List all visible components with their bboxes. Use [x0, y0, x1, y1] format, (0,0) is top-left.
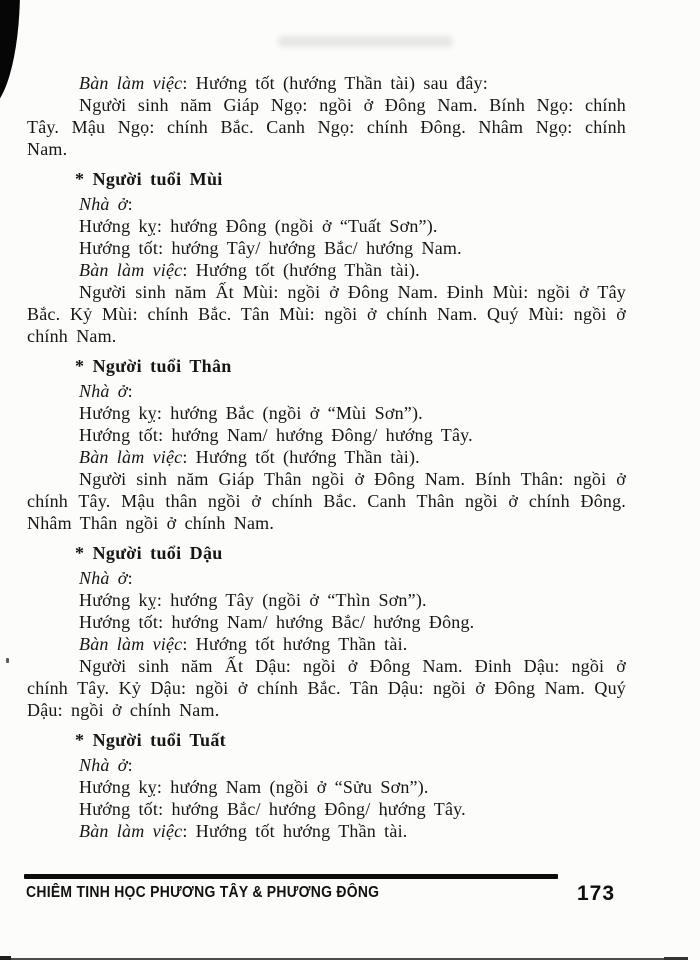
birth-years-paragraph: Người sinh năm Ất Dậu: ngồi ở Đông Nam. Đinh Dậu: ngồi ở chính Tây. Kỷ Dậu: ngồi ở chính Bắc. Tân Dậu: ngồi ở Đông Nam. Quý Dậu: ngồi ở chính Nam.	[27, 656, 626, 720]
section-heading-than: * Người tuổi Thân	[75, 356, 232, 376]
avoid-direction-line: Hướng kỵ: hướng Nam (ngồi ở “Sửu Sơn”).	[79, 777, 429, 797]
desk-direction-line	[27, 259, 626, 281]
house-line	[27, 380, 626, 402]
desk-direction-line	[27, 446, 626, 468]
house-lead: Nhà ở	[79, 568, 128, 588]
scan-speck	[6, 658, 9, 663]
page-body	[27, 72, 626, 842]
desk-rest: : Hướng tốt hướng Thần tài.	[182, 634, 408, 654]
intro-desk-rest: : Hướng tốt (hướng Thần tài) sau đây:	[182, 73, 488, 93]
intro-birth-paragraph: Người sinh năm Giáp Ngọ: ngồi ở Đông Nam. Bính Ngọ: chính Tây. Mậu Ngọ: chính Bắc. Canh Ngọ: chính Đông. Nhâm Ngọ: chính Nam.	[27, 95, 626, 159]
desk-lead: Bàn làm việc	[79, 260, 183, 280]
avoid-direction-line: Hướng kỵ: hướng Đông (ngồi ở “Tuất Sơn”).	[79, 216, 438, 236]
avoid-direction-line: Hướng kỵ: hướng Bắc (ngồi ở “Mùi Sơn”).	[79, 403, 423, 423]
section-heading-dau: * Người tuổi Dậu	[75, 543, 223, 563]
desk-direction-line	[27, 633, 626, 655]
house-rest: :	[127, 755, 133, 775]
house-rest: :	[127, 194, 133, 214]
intro-desk-line	[27, 72, 626, 94]
birth-years-paragraph: Người sinh năm Ất Mùi: ngồi ở Đông Nam. Đinh Mùi: ngồi ở Tây Bắc. Kỷ Mùi: chính Bắc. Tân Mùi: ngồi ở chính Nam. Quý Mùi: ngồi ở chính Nam.	[27, 282, 626, 346]
house-line	[27, 754, 626, 776]
desk-direction-line	[27, 820, 626, 842]
footer-running-title: CHIÊM TINH HỌC PHƯƠNG TÂY & PHƯƠNG ĐÔNG	[26, 884, 380, 901]
desk-lead: Bàn làm việc	[79, 821, 183, 841]
good-direction-line: Hướng tốt: hướng Tây/ hướng Bắc/ hướng Nam.	[79, 238, 462, 258]
birth-years-paragraph: Người sinh năm Giáp Thân ngồi ở Đông Nam. Bính Thân: ngồi ở chính Tây. Mậu thân ngồi ở chính Bắc. Canh Thân ngồi ở chính Đông. Nhâm Thân ngồi ở chính Nam.	[27, 469, 626, 533]
house-lead: Nhà ở	[79, 755, 128, 775]
desk-lead: Bàn làm việc	[79, 634, 183, 654]
good-direction-line: Hướng tốt: hướng Nam/ hướng Đông/ hướng Tây.	[79, 425, 473, 445]
house-line	[27, 193, 626, 215]
desk-rest: : Hướng tốt (hướng Thần tài).	[182, 260, 420, 280]
section-heading-mui: * Người tuổi Mùi	[75, 169, 223, 189]
footer-rule	[24, 874, 558, 879]
desk-rest: : Hướng tốt hướng Thần tài.	[182, 821, 408, 841]
house-rest: :	[127, 568, 133, 588]
faint-smudge	[278, 36, 453, 47]
page-number: 173	[577, 882, 616, 905]
intro-desk-lead: Bàn làm việc	[79, 73, 183, 93]
desk-rest: : Hướng tốt (hướng Thần tài).	[182, 447, 420, 467]
good-direction-line: Hướng tốt: hướng Nam/ hướng Bắc/ hướng Đông.	[79, 612, 475, 632]
house-rest: :	[127, 381, 133, 401]
house-line	[27, 567, 626, 589]
desk-lead: Bàn làm việc	[79, 447, 183, 467]
avoid-direction-line: Hướng kỵ: hướng Tây (ngồi ở “Thìn Sơn”).	[79, 590, 427, 610]
section-heading-tuat: * Người tuổi Tuất	[75, 730, 226, 750]
good-direction-line: Hướng tốt: hướng Bắc/ hướng Đông/ hướng Tây.	[79, 799, 466, 819]
house-lead: Nhà ở	[79, 194, 128, 214]
house-lead: Nhà ở	[79, 381, 128, 401]
scan-corner-artifact	[0, 0, 20, 110]
scan-bottom-edge-mark	[0, 956, 11, 960]
